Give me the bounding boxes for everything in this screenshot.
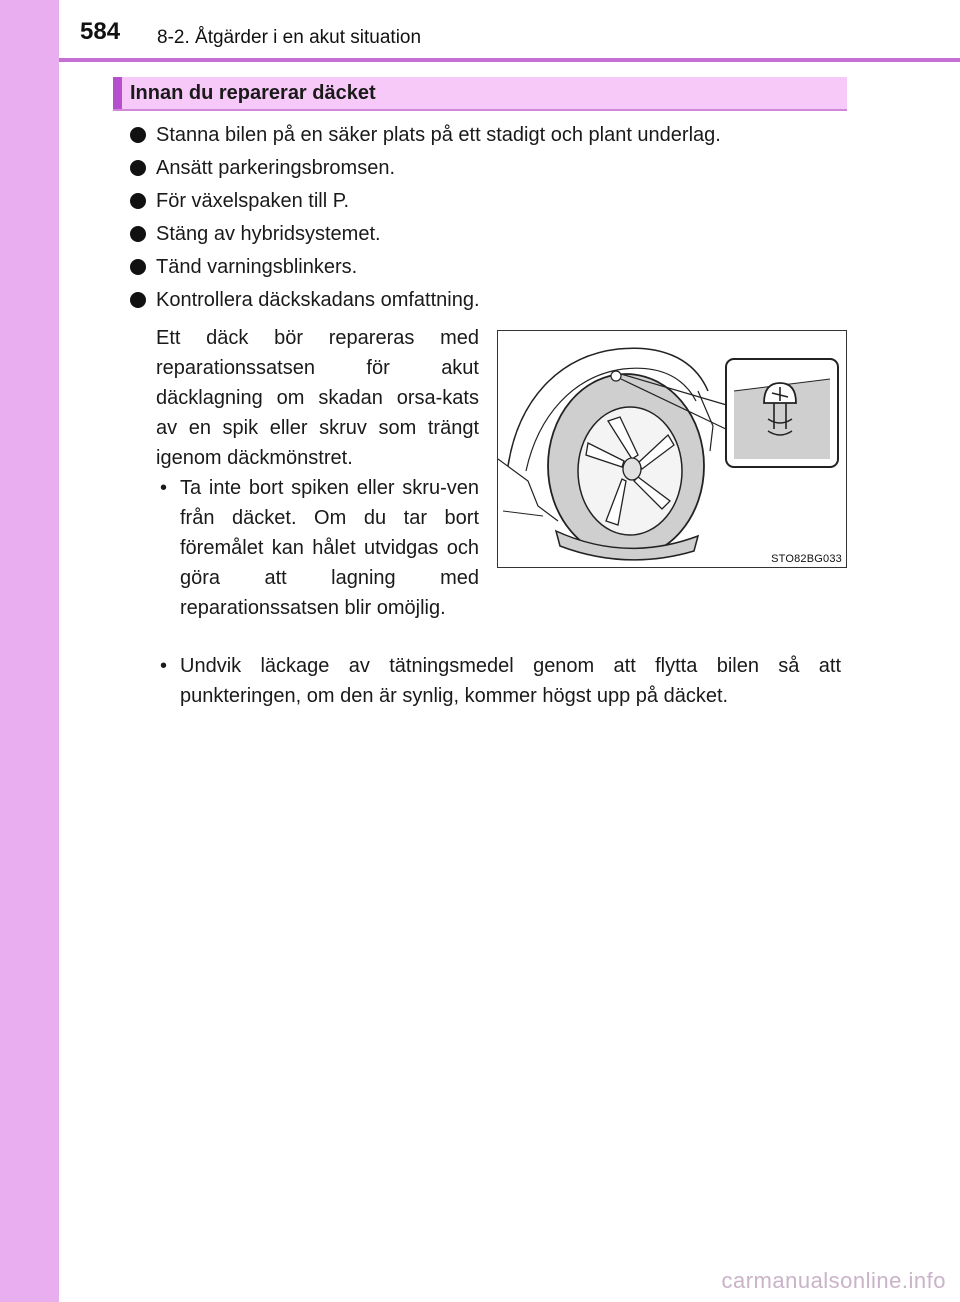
- explanation-paragraph: Ett däck bör repareras med reparationssatsen för akut däcklagning om skadan orsa-kats av en spik eller skruv som trängt igenom däckmönstret.: [156, 327, 479, 469]
- bullet-dot-icon: [130, 292, 146, 308]
- bullet-list: [128, 121, 858, 319]
- subpoint-item: [158, 473, 479, 623]
- section-title: Innan du reparerar däcket: [130, 82, 376, 104]
- bullet-dot-icon: [130, 193, 146, 209]
- flat-tire-with-screw-illustration: [498, 331, 846, 567]
- bullet-text: Stäng av hybridsystemet.: [156, 223, 381, 245]
- figure-code: STO82BG033: [771, 553, 842, 565]
- section-accent: [113, 77, 122, 109]
- subpoint-text: Ta inte bort spiken eller skru-ven från däcket. Om du tar bort föremålet kan hålet utvidgas och göra att lagning med reparationssatsen blir omöjlig.: [180, 477, 479, 619]
- list-item: [128, 121, 858, 154]
- page-number: 584: [80, 18, 121, 45]
- subpoint-item: [158, 651, 841, 711]
- bullet-dot-icon: [130, 127, 146, 143]
- list-item: [128, 220, 858, 253]
- list-item: [128, 187, 858, 220]
- bullet-text: Kontrollera däckskadans omfattning.: [156, 289, 480, 311]
- bullet-text: Ansätt parkeringsbromsen.: [156, 157, 396, 179]
- header-rule: [59, 58, 960, 62]
- subpoint-bullet-icon: •: [160, 655, 168, 677]
- bullet-text: Tänd varningsblinkers.: [156, 256, 358, 278]
- subpoint-text: Undvik läckage av tätningsmedel genom att flytta bilen så att punkteringen, om den är synlig, kommer högst upp på däcket.: [180, 655, 841, 707]
- side-tab-band: [0, 0, 59, 1302]
- tire-figure: [497, 330, 847, 568]
- bullet-text: Stanna bilen på en säker plats på ett stadigt och plant underlag.: [156, 124, 721, 146]
- list-item: [128, 253, 858, 286]
- subpoint-bullet-icon: •: [160, 477, 168, 499]
- bullet-dot-icon: [130, 259, 146, 275]
- section-heading-bar: [113, 77, 847, 111]
- bullet-text: För växelspaken till P.: [156, 190, 350, 212]
- list-item: [128, 286, 858, 319]
- bullet-dot-icon: [130, 160, 146, 176]
- chapter-title: 8-2. Åtgärder i en akut situation: [157, 27, 422, 48]
- bullet-dot-icon: [130, 226, 146, 242]
- watermark: carmanualsonline.info: [721, 1268, 946, 1293]
- list-item: [128, 154, 858, 187]
